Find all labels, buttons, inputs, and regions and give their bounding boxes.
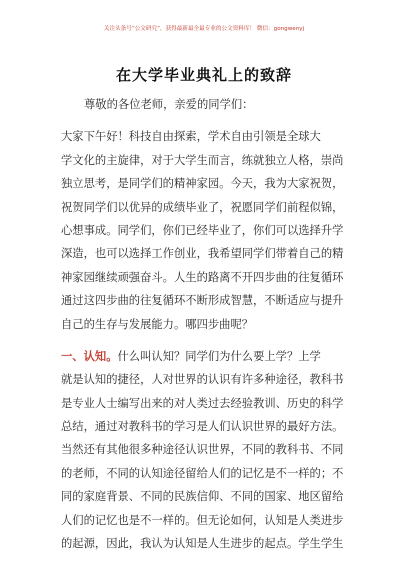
paragraph-line: 神家园继续顽强奋斗。人生的路离不开四步曲的往复循环 (61, 270, 344, 284)
paragraph-line: 祝贺同学们以优异的成绩毕业了，祝愿同学们前程似锦， (61, 200, 344, 214)
paragraph-line: 的起源，因此，我认为认知是人生进步的起点。学生学生 (61, 537, 344, 551)
section-heading: 一、认知。 (61, 349, 118, 363)
paragraph-line: 当然还有其他很多种途径认识世界，不同的教科书、不同 (61, 443, 344, 457)
paragraph-line: 同的家庭背景、不同的民族信仰、不同的国家、地区留给 (61, 490, 344, 504)
section-first-line (61, 345, 355, 368)
greeting: 尊敬的各位老师，亲爱的同学们： (84, 98, 254, 111)
paragraph-line: 是专业人士编写出来的对人类过去经验教训、历史的科学 (61, 396, 344, 410)
paragraph-gap (61, 336, 355, 345)
document-body (61, 93, 355, 555)
paragraph-line: 的老师，不同的认知途径留给人们的记忆是不一样的；不 (61, 466, 344, 480)
paragraph-line: 总结，通过对教科书的学习是人们认识世界的最好方法。 (61, 420, 344, 434)
paragraph-line: 大家下午好！科技自由探索，学术自由引领是全球大 (61, 130, 321, 144)
paragraph-line: 人们的记忆也是不一样的。但无论如何，认知是人类进步 (61, 513, 344, 527)
page-title: 在大学毕业典礼上的致辞 (115, 66, 292, 84)
paragraph-line: 深造，也可以选择工作创业，我希望同学们带着自己的精 (61, 247, 344, 261)
paragraph-1 (61, 125, 355, 336)
header-banner: 关注头条号“公文研究”，获得最新最全最专业的公文资料库！ 微信：gongwenyj (103, 26, 305, 32)
paragraph-line: 心想事成。同学们，你们已经毕业了，你们可以选择升学 (61, 223, 344, 237)
section-1 (61, 345, 355, 556)
paragraph-gap (61, 116, 355, 125)
paragraph-line: 就是认知的捷径，人对世界的认识有许多种途径，教科书 (61, 373, 344, 387)
paragraph-line: 学文化的主旋律，对于大学生而言，练就独立人格，崇尚 (61, 153, 344, 167)
section-first-line-text: 什么叫认知？同学们为什么要上学？上学 (117, 349, 321, 363)
paragraph-line: 通过这四步曲的往复循环不断形成智慧，不断适应与提升 (61, 294, 344, 308)
paragraph-line: 自己的生存与发展能力。哪四步曲呢？ (61, 317, 254, 331)
paragraph-line: 独立思考，是同学们的精神家园。今天，我为大家祝贺， (61, 177, 344, 191)
